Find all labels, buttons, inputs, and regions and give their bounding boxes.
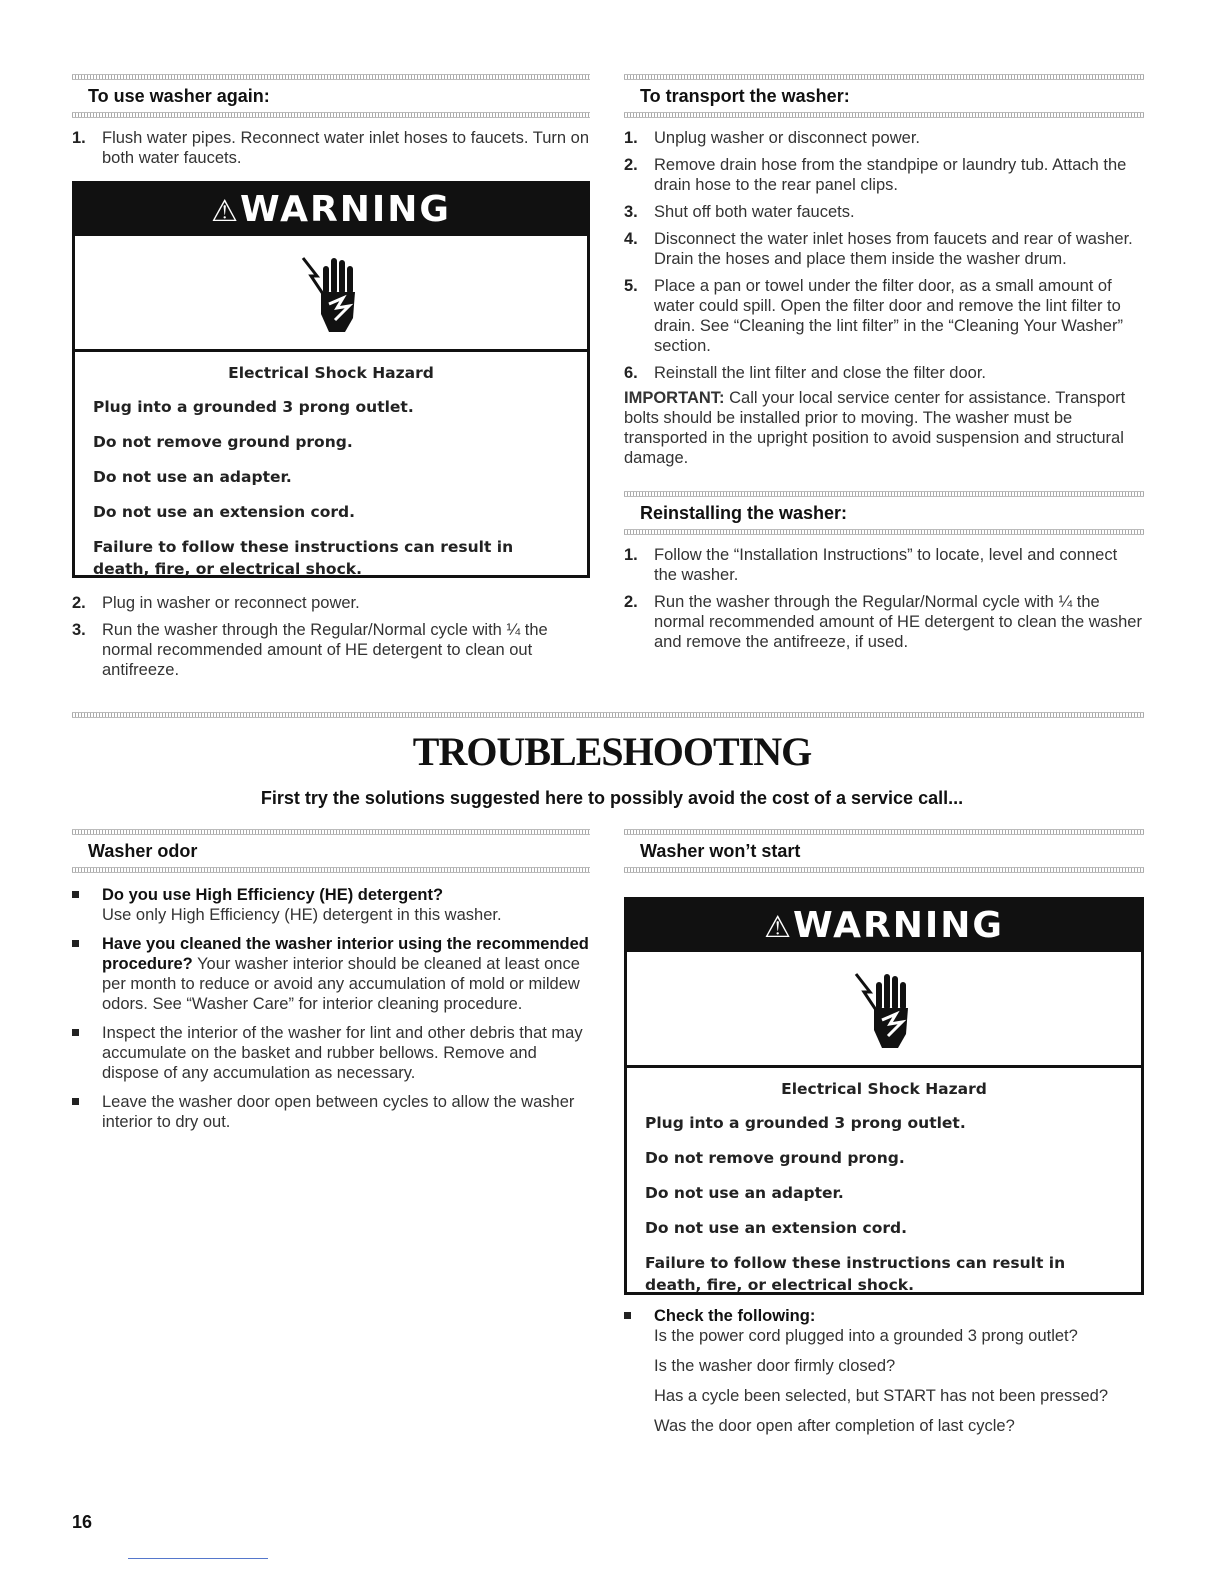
transport-section bbox=[624, 74, 1144, 468]
warning-box bbox=[624, 897, 1144, 1295]
list-item bbox=[624, 128, 1144, 148]
divider bbox=[624, 867, 1144, 873]
list-item bbox=[624, 202, 1144, 222]
warning-line: Do not remove ground prong. bbox=[93, 433, 353, 451]
list-item bbox=[72, 620, 590, 680]
warning-line: Do not use an extension cord. bbox=[645, 1219, 908, 1237]
warning-body bbox=[627, 1068, 1141, 1321]
warning-triangle-icon: ⚠ bbox=[764, 910, 794, 945]
step-number: 3. bbox=[72, 621, 86, 639]
step-list bbox=[624, 128, 1144, 383]
section-heading: Washer odor bbox=[88, 841, 198, 861]
bullet-item bbox=[72, 934, 590, 1014]
divider bbox=[72, 712, 1144, 718]
page-subtitle: First try the solutions suggested here to possibly avoid the cost of a service call... bbox=[260, 788, 964, 808]
check-item: Has a cycle been selected, but START has not been pressed? bbox=[654, 1387, 1109, 1405]
divider bbox=[624, 112, 1144, 118]
step-text: Flush water pipes. Reconnect water inlet hoses to faucets. Turn on both water faucets. bbox=[102, 129, 590, 167]
warning-title: WARNING bbox=[793, 905, 1004, 946]
important-label: IMPORTANT: bbox=[624, 389, 725, 407]
warning-line: Plug into a grounded 3 prong outlet. bbox=[645, 1114, 966, 1132]
warning-line: Do not use an adapter. bbox=[645, 1184, 844, 1202]
step-text: Reinstall the lint filter and close the filter door. bbox=[654, 364, 987, 382]
hazard-title: Electrical Shock Hazard bbox=[228, 364, 434, 382]
answer: Your washer interior should be cleaned at least once per month to reduce or avoid any accumulation of mold or mildew odors. See “Washer Care” for interior cleaning procedure. bbox=[102, 955, 580, 1013]
bullet-item bbox=[72, 1092, 590, 1132]
bullet-list bbox=[72, 885, 590, 1132]
reinstall-section bbox=[624, 491, 1144, 659]
bullet-icon bbox=[72, 940, 79, 947]
step-number: 6. bbox=[624, 364, 638, 382]
bullet-icon bbox=[72, 1029, 79, 1036]
step-text: Disconnect the water inlet hoses from faucets and rear of washer. Drain the hoses and place them inside the washer drum. bbox=[654, 230, 1133, 268]
check-list bbox=[624, 1306, 1149, 1446]
warning-body bbox=[75, 352, 587, 605]
step-number: 2. bbox=[624, 593, 638, 611]
step-text: Place a pan or towel under the filter door, as a small amount of water could spill. Open the filter door and remove the lint filter to drain. See “Cleaning the lint filter” in the “Cleaning Your Washer” section. bbox=[654, 277, 1123, 355]
bullet-icon bbox=[72, 891, 79, 898]
left-top-section bbox=[72, 74, 590, 175]
warning-triangle-icon: ⚠ bbox=[211, 194, 241, 229]
step-text: Plug in washer or reconnect power. bbox=[102, 594, 360, 612]
warning-banner bbox=[75, 184, 587, 236]
bullet-icon bbox=[72, 1098, 79, 1105]
step-list bbox=[72, 593, 590, 680]
warning-line: Plug into a grounded 3 prong outlet. bbox=[93, 398, 414, 416]
check-label: Check the following: bbox=[654, 1307, 816, 1325]
warning-line: Failure to follow these instructions can result in death, fire, or electrical shock. bbox=[93, 538, 514, 578]
wont-start-section bbox=[624, 829, 1144, 873]
step-number: 4. bbox=[624, 230, 638, 248]
step-list bbox=[72, 128, 590, 168]
step-number: 1. bbox=[624, 546, 638, 564]
divider bbox=[624, 529, 1144, 535]
page-title: TROUBLESHOOTING bbox=[412, 729, 812, 774]
warning-line: Do not remove ground prong. bbox=[645, 1149, 905, 1167]
footer-line bbox=[128, 1558, 268, 1559]
bullet-item bbox=[72, 1023, 590, 1083]
left-top-continued bbox=[72, 593, 590, 687]
bullet-text: Inspect the interior of the washer for lint and other debris that may accumulate on the basket and rubber bellows. Remove and dispose of any accumulation as necessary. bbox=[102, 1024, 583, 1082]
check-item: Is the washer door firmly closed? bbox=[654, 1357, 896, 1375]
shock-hazard-icon bbox=[627, 952, 1141, 1068]
list-item bbox=[624, 363, 1144, 383]
step-number: 1. bbox=[624, 129, 638, 147]
section-heading: To transport the washer: bbox=[640, 86, 850, 106]
warning-box bbox=[72, 181, 590, 578]
step-text: Unplug washer or disconnect power. bbox=[654, 129, 920, 147]
list-item bbox=[624, 276, 1144, 356]
list-item bbox=[624, 229, 1144, 269]
check-item: Is the power cord plugged into a grounded 3 prong outlet? bbox=[654, 1327, 1078, 1345]
divider bbox=[72, 867, 590, 873]
warning-line: Do not use an extension cord. bbox=[93, 503, 356, 521]
warning-banner bbox=[627, 900, 1141, 952]
check-item: Was the door open after completion of last cycle? bbox=[654, 1417, 1015, 1435]
warning-title: WARNING bbox=[240, 189, 451, 230]
list-item bbox=[624, 155, 1144, 195]
question: Do you use High Efficiency (HE) detergent? bbox=[102, 886, 444, 904]
warning-line: Do not use an adapter. bbox=[93, 468, 292, 486]
important-text: Call your local service center for assistance. Transport bolts should be installed prior to moving. The washer must be transported in the upright position to avoid suspension and structural damage. bbox=[624, 389, 1126, 467]
warning-line: Failure to follow these instructions can result in death, fire, or electrical shock. bbox=[645, 1254, 1066, 1294]
step-number: 3. bbox=[624, 203, 638, 221]
divider bbox=[72, 112, 590, 118]
list-item bbox=[624, 545, 1144, 585]
answer: Use only High Efficiency (HE) detergent in this washer. bbox=[102, 906, 502, 924]
step-text: Run the washer through the Regular/Normal cycle with ¼ the normal recommended amount of HE detergent to clean out antifreeze. bbox=[102, 621, 548, 679]
important-note bbox=[624, 388, 1144, 468]
step-text: Remove drain hose from the standpipe or laundry tub. Attach the drain hose to the rear panel clips. bbox=[654, 156, 1127, 194]
list-item bbox=[624, 592, 1144, 652]
step-text: Follow the “Installation Instructions” to locate, level and connect the washer. bbox=[654, 546, 1118, 584]
section-heading: Washer won’t start bbox=[640, 841, 801, 861]
page-number: 16 bbox=[72, 1512, 93, 1532]
bullet-text: Leave the washer door open between cycles to allow the washer interior to dry out. bbox=[102, 1093, 575, 1131]
step-number: 2. bbox=[72, 594, 86, 612]
list-item bbox=[72, 593, 590, 613]
hazard-title: Electrical Shock Hazard bbox=[781, 1080, 987, 1098]
section-heading: Reinstalling the washer: bbox=[640, 503, 848, 523]
washer-odor-section bbox=[72, 829, 590, 1141]
section-heading: To use washer again: bbox=[88, 86, 270, 106]
list-item bbox=[72, 128, 590, 168]
bullet-icon bbox=[624, 1312, 631, 1319]
bullet-item bbox=[624, 1306, 1149, 1326]
step-number: 2. bbox=[624, 156, 638, 174]
step-number: 5. bbox=[624, 277, 638, 295]
shock-hazard-icon bbox=[75, 236, 587, 352]
step-number: 1. bbox=[72, 129, 86, 147]
question: Have you cleaned the washer interior using the recommended procedure? bbox=[102, 935, 589, 973]
bullet-item bbox=[72, 885, 590, 925]
step-list bbox=[624, 545, 1144, 652]
step-text: Shut off both water faucets. bbox=[654, 203, 855, 221]
step-text: Run the washer through the Regular/Normal cycle with ¼ the normal recommended amount of HE detergent to clean the washer and remove the antifreeze, if used. bbox=[654, 593, 1142, 651]
